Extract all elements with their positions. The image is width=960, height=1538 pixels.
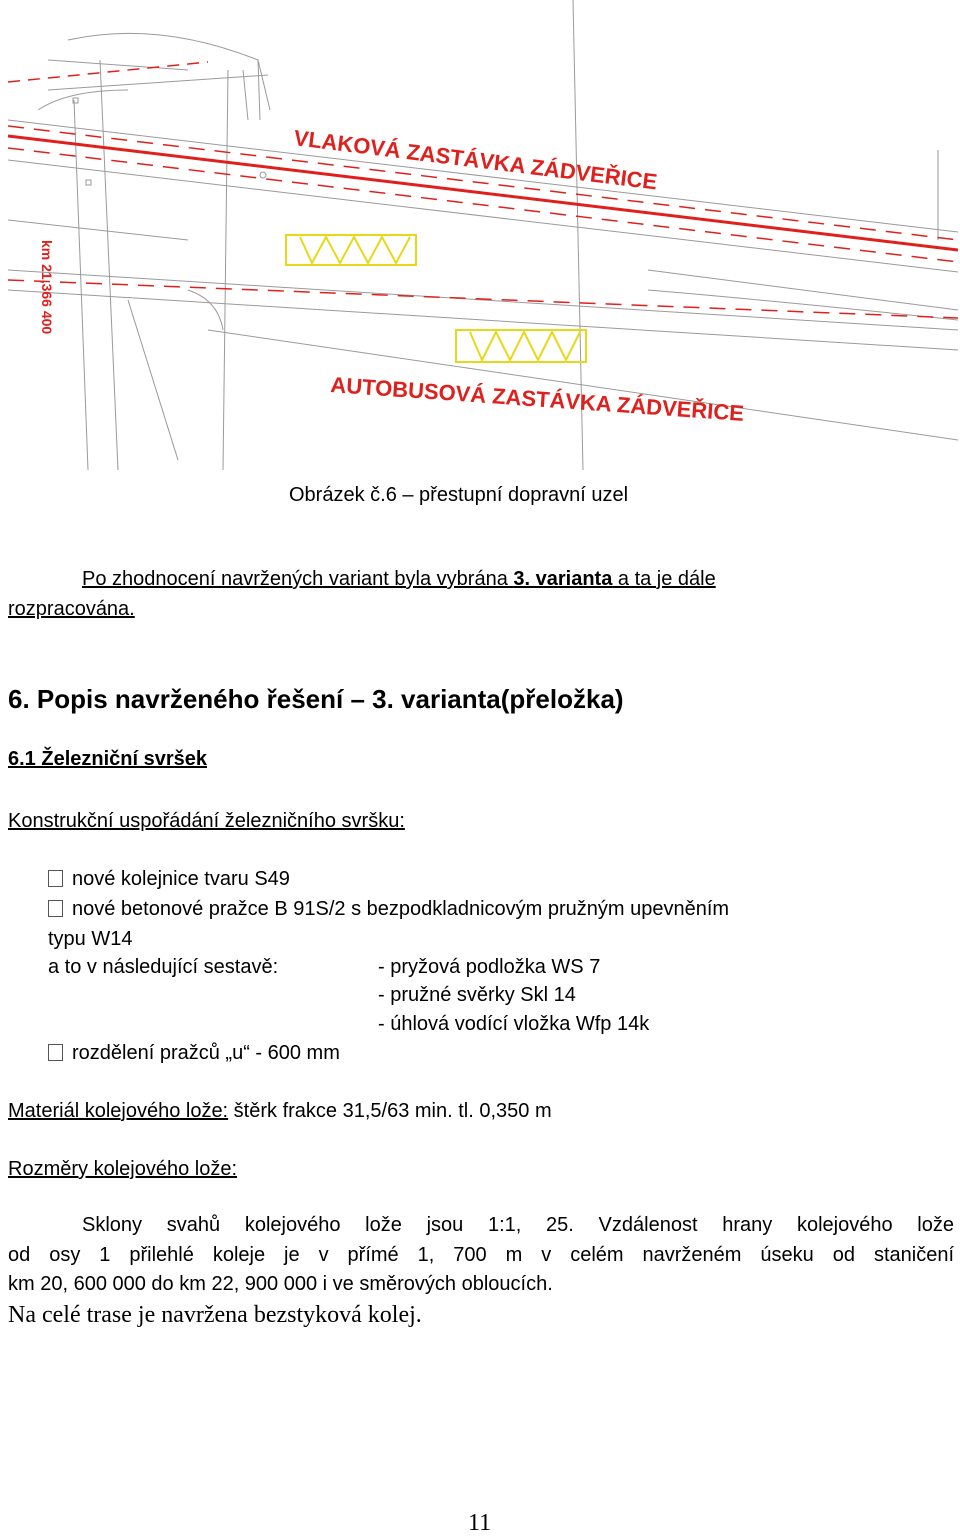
intro-line-1: Po zhodnocení navržených variant byla vybrána 3. varianta a ta je dále: [82, 568, 716, 590]
red-track-lines: [8, 62, 958, 318]
bullet-item-rails: nové kolejnice tvaru S49: [48, 868, 290, 891]
paragraph-line: Sklony svahů kolejového lože jsou 1:1, 25. Vzdálenost hrany kolejového lože: [82, 1214, 954, 1236]
yellow-platform-markings: [286, 235, 586, 362]
assembly-item: - pružné svěrky Skl 14: [378, 984, 576, 1006]
subsection-heading: 6.1 Železniční svršek: [8, 748, 208, 770]
ballast-material: Materiál kolejového lože: štěrk frakce 31,5/63 min. tl. 0,350 m: [8, 1100, 552, 1122]
paragraph-line: km 20, 600 000 do km 22, 900 000 i ve směrových obloucích.: [8, 1273, 553, 1295]
intro-line-2: rozpracována.: [8, 598, 135, 620]
assembly-item: - úhlová vodící vložka Wfp 14k: [378, 1013, 650, 1035]
construction-label: Konstrukční uspořádání železničního svršku:: [8, 810, 405, 832]
figure-caption: Obrázek č.6 – přestupní dopravní uzel: [289, 484, 629, 506]
page-number: 11: [468, 1510, 492, 1536]
bullet-box-icon: [48, 900, 63, 917]
ballast-dimensions-label: Rozměry kolejového lože:: [8, 1158, 237, 1180]
chainage-label: km 21,366 400: [39, 240, 55, 335]
paragraph-line: od osy 1 přilehlé koleje je v přímé 1, 700 m v celém navrženém úseku od staničení: [8, 1244, 954, 1266]
railway-stop-label: VLAKOVÁ ZASTÁVKA ZÁDVEŘICE: [292, 125, 659, 195]
site-plan-drawing: [8, 0, 958, 470]
bullet-box-icon: [48, 870, 63, 887]
bullet-item-spacing: rozdělení pražců „u“ - 600 mm: [48, 1042, 340, 1065]
bullet-box-icon: [48, 1044, 63, 1061]
bullet-continuation: typu W14: [48, 928, 133, 950]
assembly-label: a to v následující sestavě:: [48, 956, 279, 978]
bus-stop-label: AUTOBUSOVÁ ZASTÁVKA ZÁDVEŘICE: [329, 372, 745, 426]
bullet-item-sleepers: nové betonové pražce B 91S/2 s bezpodkladnicovým pružným upevněním: [48, 898, 729, 921]
section-heading: 6. Popis navrženého řešení – 3. varianta(přeložka): [8, 684, 624, 714]
assembly-item: - pryžová podložka WS 7: [378, 956, 601, 978]
serif-statement: Na celé trase je navržena bezstyková kolej.: [8, 1302, 422, 1328]
